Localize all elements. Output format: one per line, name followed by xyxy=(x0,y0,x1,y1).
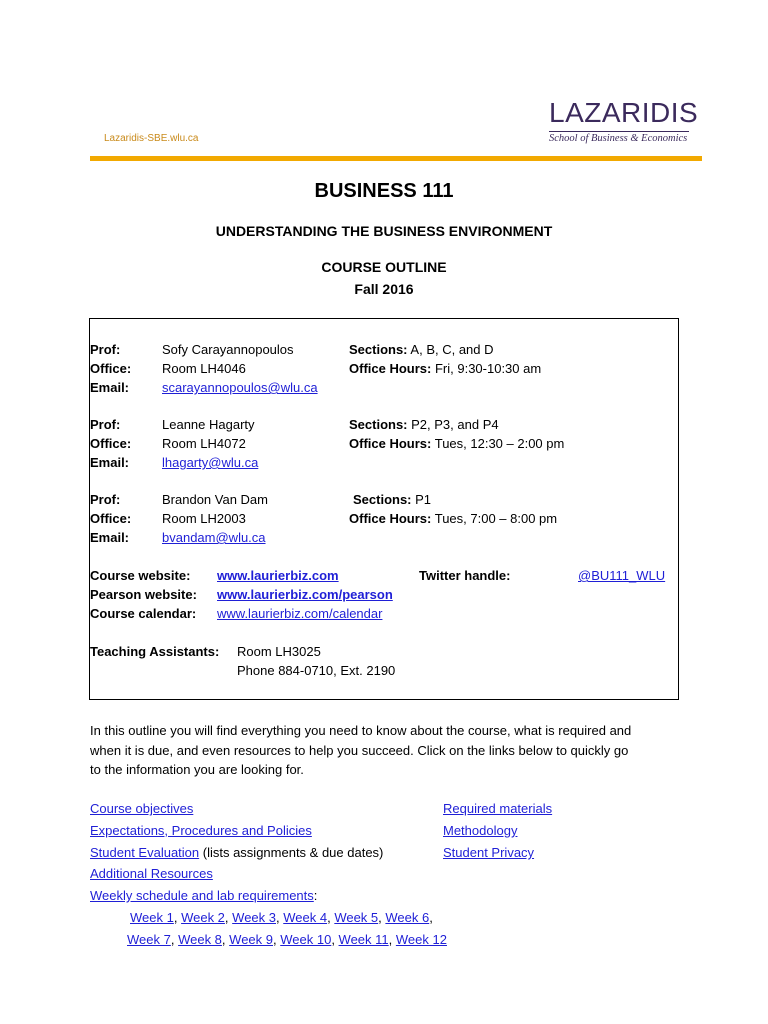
weeks-row-2: Week 7, Week 8, Week 9, Week 10, Week 11, Week 12 xyxy=(127,932,447,947)
intro-paragraph xyxy=(90,721,690,780)
week-link[interactable]: Week 11 xyxy=(338,932,389,947)
email-label: Email: xyxy=(90,380,130,395)
student-evaluation-line xyxy=(90,845,383,861)
course-website-label: Course website: xyxy=(90,568,191,583)
prof-name: Brandon Van Dam xyxy=(162,492,268,507)
term-heading: Fall 2016 xyxy=(354,281,414,297)
week-link[interactable]: Week 12 xyxy=(395,932,447,947)
prof-name: Leanne Hagarty xyxy=(162,417,255,432)
office-room: Room LH4072 xyxy=(162,436,246,451)
prof-name: Sofy Carayannopoulos xyxy=(162,342,294,357)
week-link[interactable]: Week 4 xyxy=(283,910,328,925)
pearson-label: Pearson website: xyxy=(90,587,197,602)
logo-rule xyxy=(549,131,689,132)
office-hours-line xyxy=(349,436,564,452)
weekly-schedule-link[interactable]: Weekly schedule and lab requirements xyxy=(90,888,314,903)
week-link[interactable]: Week 9 xyxy=(229,932,273,947)
course-website-link[interactable]: www.laurierbiz.com xyxy=(217,568,339,583)
office-room: Room LH2003 xyxy=(162,511,246,526)
ta-label: Teaching Assistants: xyxy=(90,644,220,659)
office-hours-value: Fri, 9:30-10:30 am xyxy=(434,361,542,376)
office-label: Office: xyxy=(90,436,132,451)
email-link[interactable]: lhagarty@wlu.ca xyxy=(162,455,259,470)
colon: : xyxy=(313,888,318,903)
office-hours-line xyxy=(349,511,557,527)
sections-value: P1 xyxy=(415,492,432,507)
weekly-schedule-line xyxy=(90,888,317,904)
sections-value: A, B, C, and D xyxy=(410,342,494,357)
week-link[interactable]: Week 6 xyxy=(385,910,430,925)
email-label: Email: xyxy=(90,530,130,545)
logo-subtitle: School of Business & Economics xyxy=(549,133,688,144)
header-gold-bar xyxy=(90,156,702,161)
intro-line: to the information you are looking for. xyxy=(90,762,304,777)
week-link[interactable]: Week 5 xyxy=(334,910,379,925)
sections-label: Sections: xyxy=(353,492,412,507)
intro-line: when it is due, and even resources to help you succeed. Click on the links below to quickly go xyxy=(90,742,629,758)
outline-heading: COURSE OUTLINE xyxy=(321,259,447,275)
pearson-link[interactable]: www.laurierbiz.com/pearson xyxy=(217,587,393,602)
student-evaluation-note: (lists assignments & due dates) xyxy=(199,845,384,860)
week-link[interactable]: Week 8 xyxy=(178,932,222,947)
twitter-label: Twitter handle: xyxy=(419,568,511,583)
office-hours-value: Tues, 12:30 – 2:00 pm xyxy=(434,436,565,451)
additional-resources-link[interactable]: Additional Resources xyxy=(90,866,213,881)
course-objectives-link[interactable]: Course objectives xyxy=(90,801,194,816)
prof-label: Prof: xyxy=(90,492,121,507)
office-label: Office: xyxy=(90,361,132,376)
sections-line xyxy=(349,417,499,433)
office-hours-line xyxy=(349,361,541,377)
sections-line xyxy=(349,342,494,358)
week-link[interactable]: Week 3 xyxy=(232,910,276,925)
twitter-link[interactable]: @BU111_WLU xyxy=(578,568,666,583)
calendar-label: Course calendar: xyxy=(90,606,197,621)
week-link[interactable]: Week 2 xyxy=(181,910,225,925)
calendar-link[interactable]: www.laurierbiz.com/calendar xyxy=(217,606,383,621)
office-label: Office: xyxy=(90,511,132,526)
prof-label: Prof: xyxy=(90,417,121,432)
email-link[interactable]: bvandam@wlu.ca xyxy=(162,530,266,545)
week-link[interactable]: Week 7 xyxy=(127,932,171,947)
sections-line xyxy=(353,492,431,508)
logo-text: LAZARIDIS xyxy=(549,97,699,128)
methodology-link[interactable]: Methodology xyxy=(443,823,518,838)
week-link[interactable]: Week 10 xyxy=(280,932,332,947)
sections-value: P2, P3, and P4 xyxy=(411,417,499,432)
course-subtitle: UNDERSTANDING THE BUSINESS ENVIRONMENT xyxy=(215,223,553,239)
email-label: Email: xyxy=(90,455,130,470)
course-title: BUSINESS 111 xyxy=(314,180,454,202)
email-link[interactable]: scarayannopoulos@wlu.ca xyxy=(162,380,318,395)
office-hours-label: Office Hours: xyxy=(349,361,432,376)
prof-label: Prof: xyxy=(90,342,121,357)
sections-label: Sections: xyxy=(349,342,408,357)
ta-phone: Phone 884-0710, Ext. 2190 xyxy=(237,663,396,678)
ta-room: Room LH3025 xyxy=(237,644,321,659)
week-link[interactable]: Week 1 xyxy=(130,910,174,925)
office-room: Room LH4046 xyxy=(162,361,246,376)
office-hours-label: Office Hours: xyxy=(349,511,432,526)
intro-line: In this outline you will find everything you need to know about the course, what is required and xyxy=(90,723,632,738)
office-hours-label: Office Hours: xyxy=(349,436,432,451)
student-evaluation-link[interactable]: Student Evaluation xyxy=(90,845,200,860)
expectations-link[interactable]: Expectations, Procedures and Policies xyxy=(90,823,312,838)
weeks-row-1: Week 1, Week 2, Week 3, Week 4, Week 5, Week 6, xyxy=(130,910,433,925)
office-hours-value: Tues, 7:00 – 8:00 pm xyxy=(434,511,558,526)
student-privacy-link[interactable]: Student Privacy xyxy=(443,845,535,860)
sections-label: Sections: xyxy=(349,417,408,432)
required-materials-link[interactable]: Required materials xyxy=(443,801,553,816)
site-url: Lazaridis-SBE.wlu.ca xyxy=(104,133,199,144)
